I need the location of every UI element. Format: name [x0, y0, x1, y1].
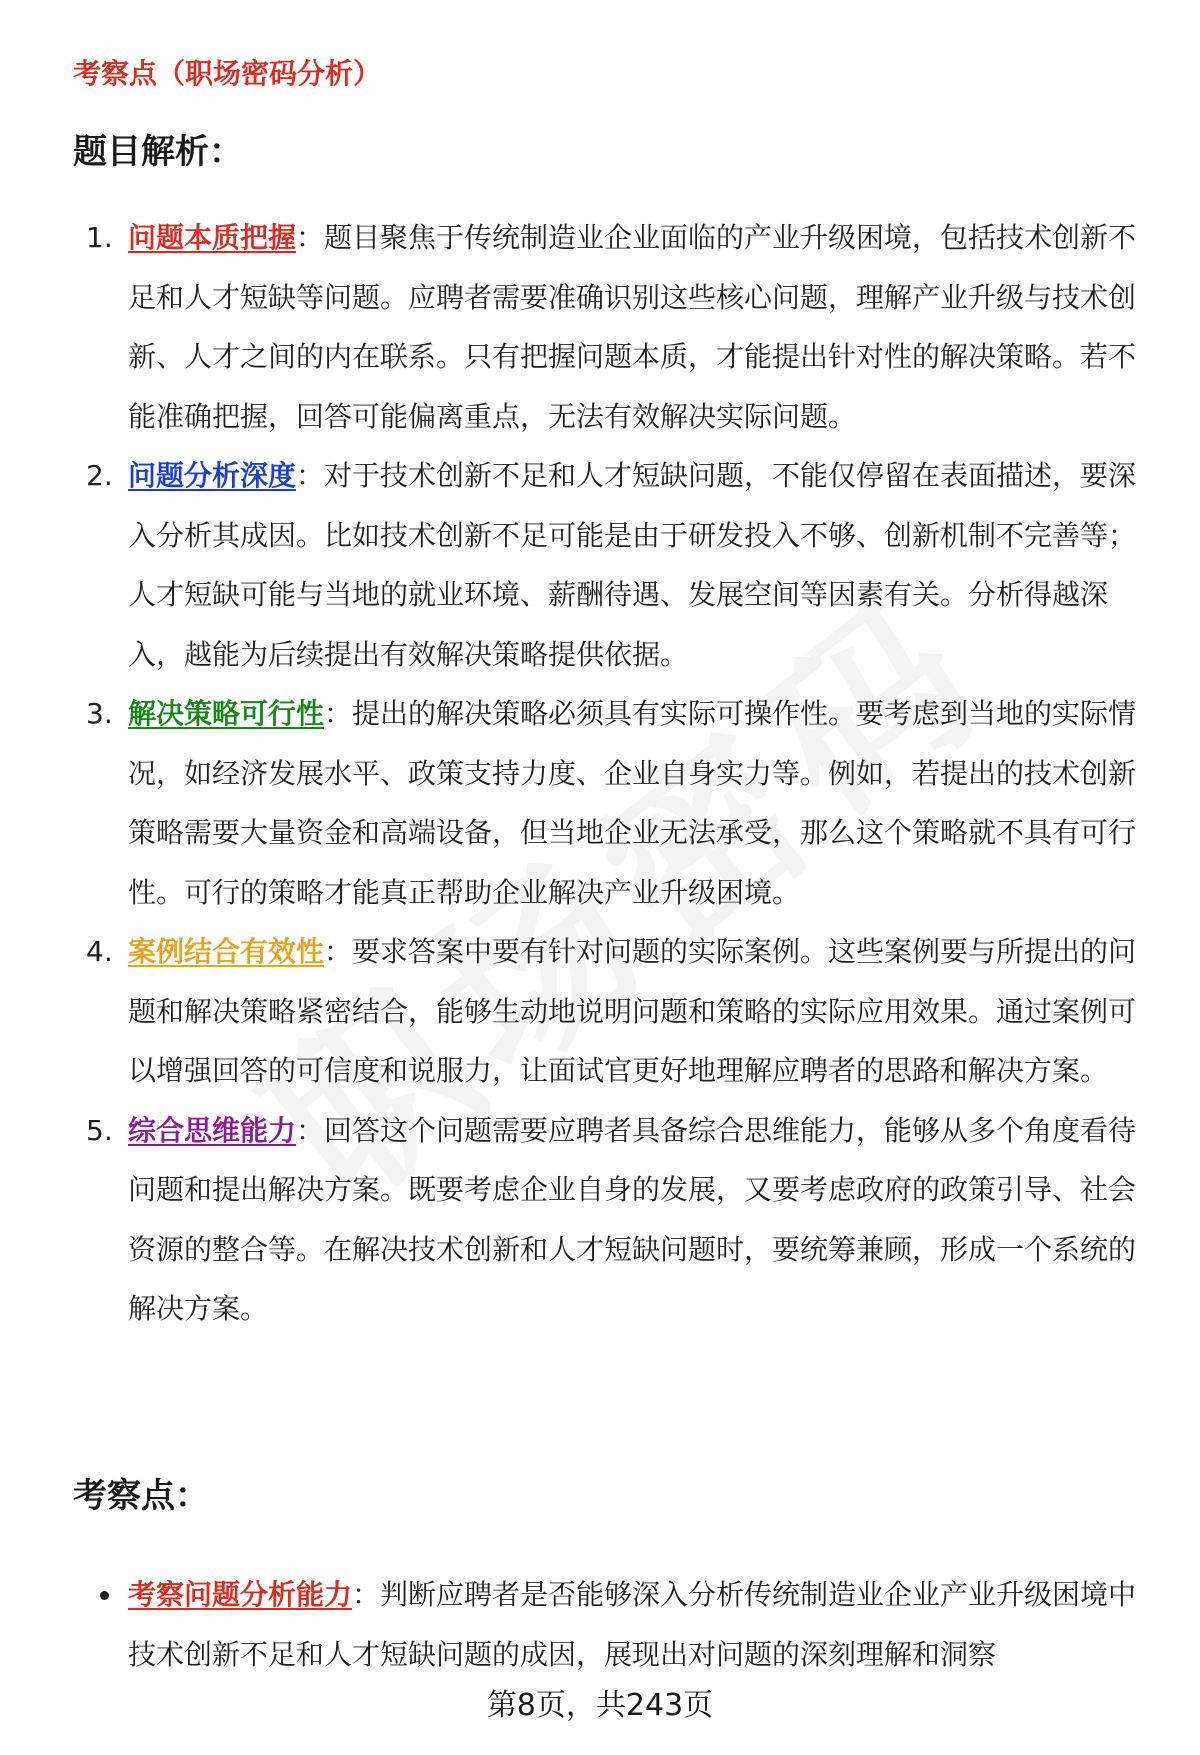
separator: ： [324, 935, 353, 968]
list-number: 5. [86, 1113, 113, 1147]
separator: ： [296, 221, 325, 254]
separator: ： [352, 1578, 381, 1611]
analysis-item-4 [0, 922, 1200, 1101]
keyword-link[interactable]: 解决策略可行性 [128, 697, 325, 730]
assessment-heading: 考察点： [73, 1476, 209, 1516]
keyword-link[interactable]: 问题分析深度 [128, 459, 297, 492]
item-text: 判断应聘者是否能够深入分析传统制造业企业产业升级困境中技术创新不足和人才短缺问题的成因，展现出对问题的深刻理解和洞察 [128, 1578, 1137, 1671]
analysis-item-5 [0, 1101, 1200, 1339]
keyword-link[interactable]: 案例结合有效性 [128, 935, 325, 968]
item-text: 题目聚焦于传统制造业企业面临的产业升级困境，包括技术创新不足和人才短缺等问题。应聘者需要准确识别这些核心问题，理解产业升级与技术创新、人才之间的内在联系。只有把握问题本质，才能提出针对性的解决策略。若不能准确把握，回答可能偏离重点，无法有效解决实际问题。 [128, 221, 1137, 433]
assessment-item-1 [0, 1565, 1200, 1684]
bullet-dot [100, 1591, 109, 1600]
list-number: 3. [86, 697, 113, 730]
analysis-list [0, 208, 1200, 1339]
keyword-link[interactable]: 综合思维能力 [128, 1113, 297, 1147]
analysis-heading: 题目解析： [73, 132, 243, 172]
list-number: 1. [86, 221, 113, 254]
keyword-link[interactable]: 考察问题分析能力 [128, 1578, 353, 1611]
assessment-list [0, 1565, 1200, 1684]
analysis-item-1 [0, 208, 1200, 446]
keyword-link[interactable]: 问题本质把握 [128, 221, 297, 254]
list-number: 2. [86, 459, 113, 492]
page-number-footer: 第8页，共243页 [486, 1688, 714, 1723]
separator: ： [324, 697, 353, 730]
analysis-item-2 [0, 446, 1200, 684]
separator: ： [296, 459, 325, 492]
separator: ： [296, 1113, 325, 1147]
document-title: 考察点（职场密码分析） [73, 57, 382, 90]
item-text: 对于技术创新不足和人才短缺问题，不能仅停留在表面描述，要深入分析其成因。比如技术创新不足可能是由于研发投入不够、创新机制不完善等；人才短缺可能与当地的就业环境、薪酬待遇、发展空间等因素有关。分析得越深入，越能为后续提出有效解决策略提供依据。 [128, 459, 1137, 671]
item-text: 要求答案中要有针对问题的实际案例。这些案例要与所提出的问题和解决策略紧密结合，能够生动地说明问题和策略的实际应用效果。通过案例可以增强回答的可信度和说服力，让面试官更好地理解应聘者的思路和解决方案。 [128, 935, 1137, 1087]
list-number: 4. [86, 935, 113, 968]
analysis-item-3 [0, 684, 1200, 922]
item-text: 提出的解决策略必须具有实际可操作性。要考虑到当地的实际情况，如经济发展水平、政策支持力度、企业自身实力等。例如，若提出的技术创新策略需要大量资金和高端设备，但当地企业无法承受，那么这个策略就不具有可行性。可行的策略才能真正帮助企业解决产业升级困境。 [128, 697, 1137, 909]
item-text: 回答这个问题需要应聘者具备综合思维能力，能够从多个角度看待问题和提出解决方案。既要考虑企业自身的发展，又要考虑政府的政策引导、社会资源的整合等。在解决技术创新和人才短缺问题时，要统筹兼顾，形成一个系统的解决方案。 [128, 1113, 1137, 1325]
